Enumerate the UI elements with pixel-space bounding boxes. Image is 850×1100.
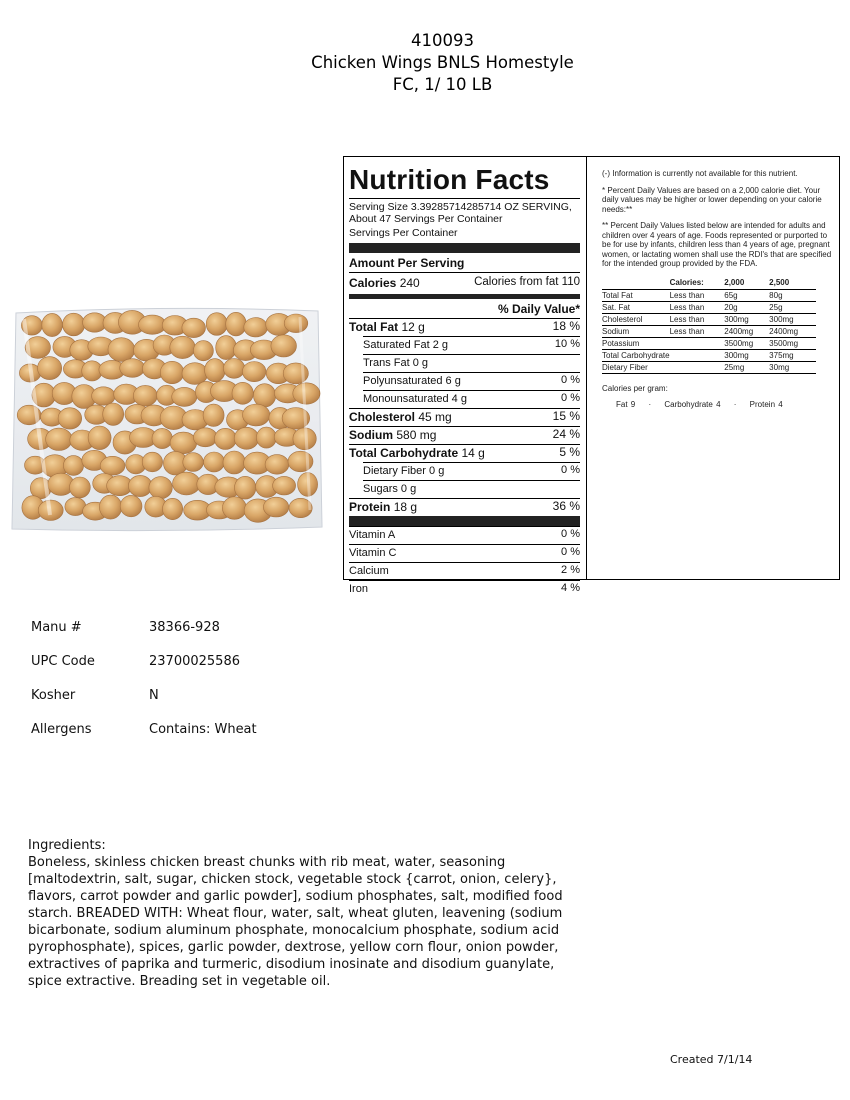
table-row: Total Carbohydrate 300mg 375mg xyxy=(602,349,816,361)
calories-row xyxy=(349,272,580,294)
table-row: Dietary Fiber 25mg 30mg xyxy=(602,361,816,373)
calcium-row: Calcium 2 % xyxy=(349,562,580,580)
sodium-row: Sodium 580 mg 24 % xyxy=(349,427,580,442)
table-header-row: Calories: 2,000 2,500 xyxy=(602,277,816,290)
daily-values-table xyxy=(602,277,816,374)
table-row: Cholesterol Less than 300mg 300mg xyxy=(602,313,816,325)
upc-label: UPC Code xyxy=(31,654,95,669)
trans-fat-row: Trans Fat 0 g xyxy=(363,354,580,372)
nutrition-facts-panel xyxy=(343,156,840,595)
table-row: Sat. Fat Less than 20g 25g xyxy=(602,301,816,313)
calories-from-fat: Calories from fat 110 xyxy=(474,276,580,288)
nutrition-notes xyxy=(602,169,838,410)
monounsaturated-fat-row: Monounsaturated 4 g 0 % xyxy=(363,390,580,408)
panel-divider xyxy=(586,157,587,579)
not-available-note: (-) Information is currently not available for this nutrient. xyxy=(602,169,798,178)
table-row: Potassium 3500mg 3500mg xyxy=(602,337,816,349)
product-photo xyxy=(10,305,324,533)
dietary-fiber-row: Dietary Fiber 0 g 0 % xyxy=(363,462,580,480)
nutrition-facts-label xyxy=(349,157,580,598)
table-row: Total Fat Less than 65g 80g xyxy=(602,289,816,301)
product-header xyxy=(0,30,850,96)
iron-row: Iron 4 % xyxy=(349,580,580,598)
cholesterol-row: Cholesterol 45 mg 15 % xyxy=(349,409,580,424)
calories-value: 240 xyxy=(399,276,420,290)
vitamin-a-row: Vitamin A 0 % xyxy=(349,526,580,544)
amount-per-serving: Amount Per Serving xyxy=(349,256,465,270)
ingredients-section xyxy=(28,837,588,990)
daily-value-header: % Daily Value* xyxy=(497,302,580,316)
kosher-label: Kosher xyxy=(31,688,76,703)
kosher-value: N xyxy=(149,688,159,703)
saturated-fat-row: Saturated Fat 2 g 10 % xyxy=(363,336,580,354)
servings-per-container: Servings Per Container xyxy=(349,227,458,239)
protein-row: Protein 18 g 36 % xyxy=(349,499,580,514)
allergens-label: Allergens xyxy=(31,722,92,737)
created-date: Created 7/1/14 xyxy=(670,1053,753,1066)
polyunsaturated-fat-row: Polyunsaturated 6 g 0 % xyxy=(363,372,580,390)
total-carbohydrate-row: Total Carbohydrate 14 g 5 % xyxy=(349,445,580,460)
calories-per-gram-values: Fat 9 · Carbohydrate 4 · Protein 4 xyxy=(616,400,783,409)
manu-value: 38366-928 xyxy=(149,620,220,635)
product-name: Chicken Wings BNLS Homestyle xyxy=(311,53,574,72)
nutrition-facts-title: Nutrition Facts xyxy=(349,164,550,195)
vitamin-c-row: Vitamin C 0 % xyxy=(349,544,580,562)
allergens-value: Contains: Wheat xyxy=(149,722,257,737)
table-row: Sodium Less than 2400mg 2400mg xyxy=(602,325,816,337)
item-number: 410093 xyxy=(411,31,474,50)
sugars-row: Sugars 0 g xyxy=(363,480,580,498)
calories-label: Calories xyxy=(349,276,397,290)
percent-dv-note: * Percent Daily Values are based on a 2,000 calorie diet. Your daily values may be higher or lower depending on your calorie needs:** xyxy=(602,185,822,214)
upc-value: 23700025586 xyxy=(149,654,240,669)
percent-dv-intended-note: ** Percent Daily Values listed below are intended for adults and children over 4 years of age. Foods represented or purported to be for use by infants, children less than 4 years of age, pregnant women, or lactating women shall use the RDI's that are specified for the intended group provided by the FDA. xyxy=(602,221,832,268)
pack-size: FC, 1/ 10 LB xyxy=(392,75,493,94)
manu-label: Manu # xyxy=(31,620,82,635)
ingredients-text: Boneless, skinless chicken breast chunks with rib meat, water, seasoning [maltodextrin, salt, sugar, chicken stock, vegetable stock {carrot, onion, celery}, flavors, carrot powder and garlic powder], sodium phosphates, salt, modified food starch. BREADED WITH: Wheat flour, water, salt, wheat gluten, leavening (sodium bicarbonate, sodium aluminum phosphate, monocalcium phosphate, sodium acid pyrophosphate), spices, garlic powder, dextrose, yellow corn flour, onion powder, extractives of paprika and turmeric, disodium inosinate and disodium guanylate, spice extractive. Breading set in vegetable oil. xyxy=(28,855,563,989)
calories-per-gram-label: Calories per gram: xyxy=(602,383,668,393)
ingredients-label: Ingredients: xyxy=(28,838,106,853)
serving-size: Serving Size 3.39285714285714 OZ SERVING, About 47 Servings Per Container xyxy=(349,201,572,225)
total-fat-row: Total Fat 12 g 18 % xyxy=(349,319,580,334)
